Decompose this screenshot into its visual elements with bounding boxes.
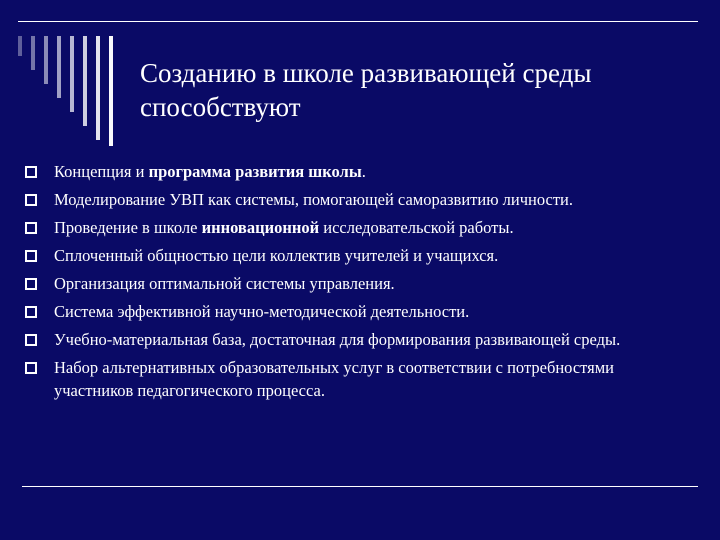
bullet-text: Концепция и [54,162,149,181]
bullet-item [22,300,682,323]
bullet-item [22,356,682,402]
square-bullet-icon [25,250,37,262]
bullet-item [22,272,682,295]
bullet-text: Система эффективной научно-методической деятельности. [54,302,470,321]
slide-title: Созданию в школе развивающей среды способствуют [140,58,592,122]
bullet-item [22,188,682,211]
bullet-item [22,160,682,183]
stripe [57,36,61,98]
square-bullet-icon [25,194,37,206]
stripe [18,36,22,56]
bullet-text: Сплоченный общностью цели коллектив учителей и учащихся. [54,246,499,265]
square-bullet-icon [25,278,37,290]
bullet-item [22,216,682,239]
square-bullet-icon [25,306,37,318]
stripe [83,36,87,126]
stripe [70,36,74,112]
bullet-item [22,328,682,351]
bullet-text: Проведение в школе [54,218,202,237]
bullet-text: Учебно-материальная база, достаточная для формирования развивающей среды. [54,330,621,349]
bullet-text: Моделирование УВП как системы, помогающей саморазвитию личности. [54,190,574,209]
top-divider [18,21,698,22]
bullet-list [22,160,682,407]
stripe [31,36,35,70]
bottom-divider [22,486,698,487]
square-bullet-icon [25,222,37,234]
bullet-text: . [361,162,366,181]
bullet-item [22,244,682,267]
stripe [44,36,48,84]
square-bullet-icon [25,334,37,346]
bullet-text: исследовательской работы. [319,218,514,237]
bullet-text-bold: программа развития школы [148,162,362,181]
square-bullet-icon [25,166,37,178]
bullet-text: Организация оптимальной системы управления. [54,274,395,293]
stripe [109,36,113,146]
bullet-text-bold: инновационной [201,218,320,237]
stripe [96,36,100,140]
bullet-text: Набор альтернативных образовательных услуг в соответствии с потребностями участников педагогического процесса. [54,358,615,400]
square-bullet-icon [25,362,37,374]
